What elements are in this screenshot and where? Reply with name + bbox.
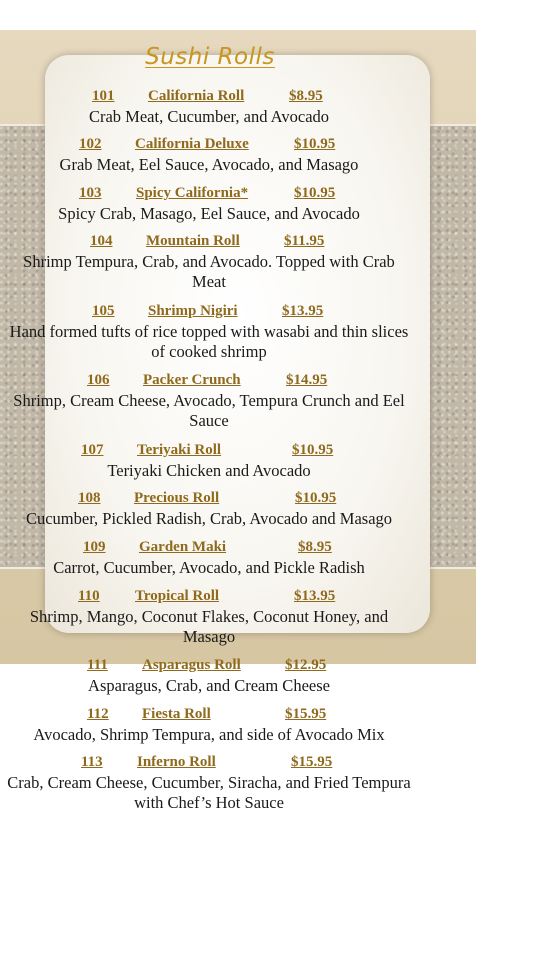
item-name: Precious Roll: [134, 490, 220, 506]
item-price: $13.95: [294, 588, 336, 604]
item-name: Inferno Roll: [137, 754, 216, 770]
item-name: Asparagus Roll: [142, 657, 241, 673]
item-name: Shrimp Nigiri: [148, 303, 238, 319]
item-price: $10.95: [294, 185, 336, 201]
item-number: 113: [81, 754, 103, 770]
item-number: 104: [90, 233, 113, 249]
menu-item: [0, 657, 418, 696]
menu-item: [0, 233, 418, 292]
item-number: 102: [79, 136, 102, 152]
item-name: Mountain Roll: [146, 233, 240, 249]
item-name: Teriyaki Roll: [137, 442, 222, 458]
item-price: $8.95: [289, 88, 323, 104]
item-price: $12.95: [285, 657, 327, 673]
menu-item: [0, 754, 418, 813]
item-description: Shrimp, Cream Cheese, Avocado, Tempura Crunch and Eel Sauce: [13, 391, 405, 430]
item-price: $10.95: [295, 490, 337, 506]
item-description: Avocado, Shrimp Tempura, and side of Avocado Mix: [33, 725, 385, 744]
item-price: $15.95: [285, 706, 327, 722]
item-number: 101: [92, 88, 115, 104]
item-name: Fiesta Roll: [142, 706, 211, 722]
menu-item: [0, 88, 418, 127]
item-number: 110: [78, 588, 100, 604]
item-description: Spicy Crab, Masago, Eel Sauce, and Avocado: [58, 204, 360, 223]
item-number: 103: [79, 185, 102, 201]
item-description: Teriyaki Chicken and Avocado: [107, 461, 311, 480]
item-number: 107: [81, 442, 104, 458]
menu-item: [0, 490, 418, 529]
menu-item: [0, 442, 418, 481]
menu-item: [0, 539, 418, 578]
item-price: $8.95: [298, 539, 332, 555]
item-number: 109: [83, 539, 106, 555]
item-description: Shrimp Tempura, Crab, and Avocado. Topped with Crab Meat: [23, 252, 395, 291]
menu-title: Sushi Rolls: [145, 44, 275, 70]
item-number: 105: [92, 303, 115, 319]
item-name: Garden Maki: [139, 539, 227, 555]
item-number: 108: [78, 490, 101, 506]
item-description: Shrimp, Mango, Coconut Flakes, Coconut Honey, and Masago: [29, 607, 389, 646]
item-price: $13.95: [282, 303, 324, 319]
menu-item: [0, 136, 418, 175]
item-name: California Deluxe: [135, 136, 249, 152]
item-description: Crab Meat, Cucumber, and Avocado: [88, 107, 330, 126]
item-name: Spicy California*: [136, 185, 249, 201]
item-description: Crab, Cream Cheese, Cucumber, Siracha, and Fried Tempura with Chef’s Hot Sauce: [7, 773, 411, 812]
item-price: $11.95: [284, 233, 325, 249]
item-name: Tropical Roll: [135, 588, 220, 604]
item-price: $10.95: [292, 442, 334, 458]
item-description: Carrot, Cucumber, Avocado, and Pickle Radish: [53, 558, 365, 577]
item-number: 112: [87, 706, 109, 722]
item-description: Hand formed tufts of rice topped with wasabi and thin slices of cooked shrimp: [9, 322, 409, 361]
item-name: Packer Crunch: [143, 372, 241, 388]
item-description: Grab Meat, Eel Sauce, Avocado, and Masago: [59, 155, 359, 174]
item-name: California Roll: [148, 88, 245, 104]
menu-item: [0, 303, 418, 362]
menu-item: [0, 706, 418, 745]
item-description: Cucumber, Pickled Radish, Crab, Avocado and Masago: [25, 509, 393, 528]
menu-item: [0, 588, 418, 647]
menu-item: [0, 372, 418, 431]
item-number: 106: [87, 372, 110, 388]
item-price: $14.95: [286, 372, 328, 388]
item-description: Asparagus, Crab, and Cream Cheese: [88, 676, 330, 695]
item-number: 111: [87, 657, 108, 673]
item-price: $10.95: [294, 136, 336, 152]
menu-item: [0, 185, 418, 224]
item-price: $15.95: [291, 754, 333, 770]
